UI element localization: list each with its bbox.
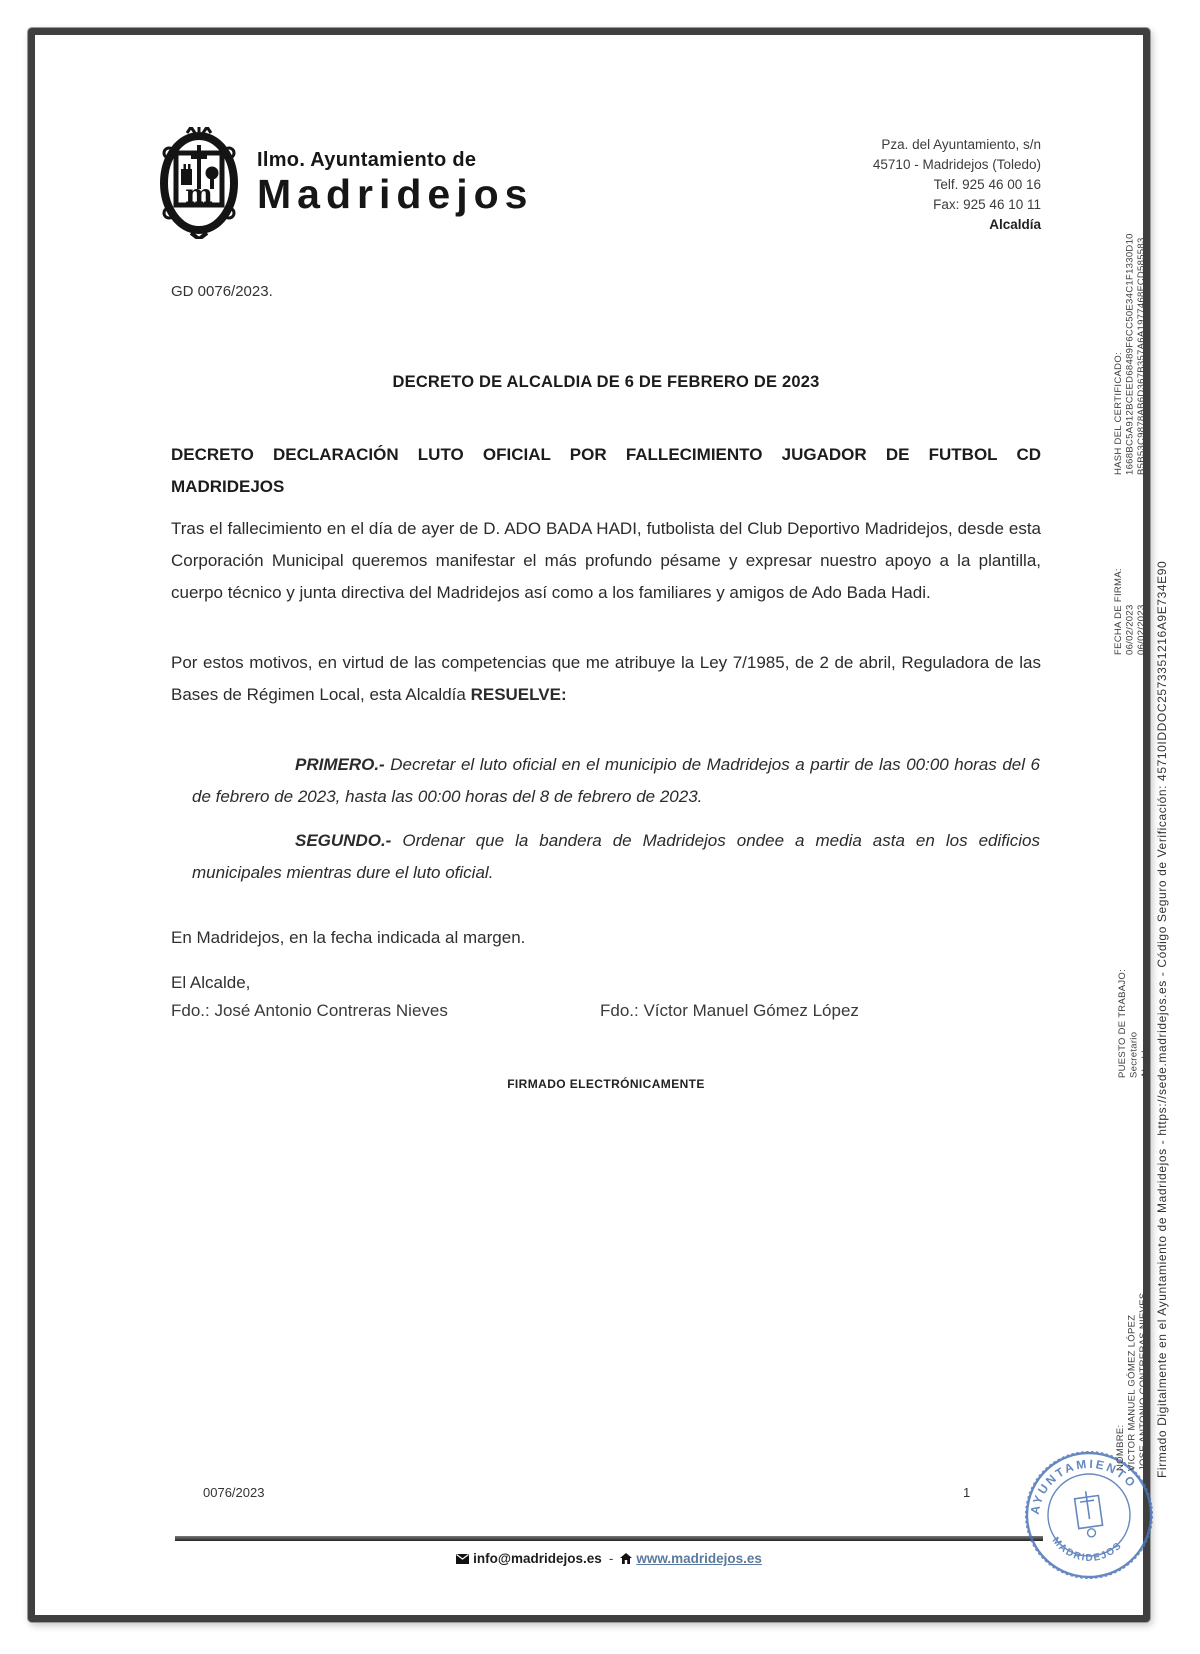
- stamp-bottom-text: MADRIDEJOS: [1049, 1535, 1125, 1564]
- nombre-value-1: VICTOR MANUEL GÓMEZ LÓPEZ: [1126, 1314, 1138, 1471]
- margin-hash-block: [1113, 235, 1148, 475]
- document-title: DECRETO DE ALCALDIA DE 6 DE FEBRERO DE 2023: [392, 373, 820, 391]
- fecha-value-2: 06/02/2023: [1136, 604, 1147, 655]
- address-line-2: 45710 - Madridejos (Toledo): [872, 157, 1041, 172]
- org-name: Madridejos: [257, 171, 534, 217]
- signed-electronically-note: FIRMADO ELECTRÓNICAMENTE: [507, 1077, 705, 1091]
- footer-page-number: 1: [963, 1485, 971, 1500]
- puesto-value-2: Alcalde: [1140, 1044, 1151, 1078]
- resolution-primero-label: PRIMERO.-: [295, 755, 385, 774]
- margin-fecha-block: [1113, 475, 1148, 655]
- resolution-segundo-label: SEGUNDO.-: [295, 831, 392, 850]
- subject-line-2: MADRIDEJOS: [171, 477, 285, 496]
- fecha-value-1: 06/02/2023: [1124, 604, 1136, 655]
- org-prefix: Ilmo. Ayuntamiento de: [257, 149, 477, 171]
- fecha-label: FECHA DE FIRMA:: [1113, 568, 1124, 655]
- footer-rule: [175, 1536, 1043, 1541]
- paragraph-legal: [171, 647, 1041, 711]
- resolution-segundo-text: Ordenar que la bandera de Madridejos ondee a media asta en los edificios municipales mientras dure el luto oficial.: [192, 831, 1040, 882]
- resolution-segundo: [192, 825, 1040, 889]
- municipal-crest-icon: [157, 127, 241, 239]
- footer-expediente: 0076/2023: [203, 1485, 265, 1500]
- puesto-value-1: Secretario: [1128, 1031, 1140, 1078]
- org-title-block: [257, 149, 533, 217]
- stamp-top-text: AYUNTAMIENTO: [1027, 1456, 1140, 1516]
- svg-text:m: m: [185, 180, 213, 210]
- margin-nombre-block: [1115, 1223, 1150, 1471]
- subject-line-1: DECRETO DECLARACIÓN LUTO OFICIAL POR FALLECIMIENTO JUGADOR DE FUTBOL CD: [171, 445, 1041, 464]
- nombre-label: NOMBRE:: [1115, 1424, 1126, 1471]
- scanned-page: [28, 28, 1169, 1622]
- footer-website-link[interactable]: www.madridejos.es: [636, 1551, 762, 1566]
- resolution-primero-text: Decretar el luto oficial en el municipio de Madridejos a partir de las 00:00 horas del 6 de febrero de 2023, hasta las 00:00 horas del 8 de febrero de 2023.: [192, 755, 1040, 806]
- header-logo: [157, 127, 533, 239]
- footer-separator: -: [608, 1551, 614, 1566]
- footer-email-link[interactable]: info@madridejos.es: [473, 1551, 602, 1566]
- hash-label: HASH DEL CERTIFICADO:: [1113, 352, 1124, 475]
- footer-links: [175, 1551, 1043, 1567]
- closing-role-line: El Alcalde,: [171, 973, 251, 992]
- closing-place-line: En Madridejos, en la fecha indicada al margen.: [171, 928, 526, 947]
- signer-left: Fdo.: José Antonio Contreras Nieves: [171, 1001, 448, 1020]
- puesto-label: PUESTO DE TRABAJO:: [1117, 968, 1128, 1078]
- margin-verification-line: Firmado Digitalmente en el Ayuntamiento de Madridejos - https://sede.madridejos.es - Código Seguro de Verificación: 45710IDDOC2573351216A9E734E90: [1155, 560, 1169, 1478]
- nombre-value-2: JOSE ANTONIO CONTRERAS NIEVES: [1138, 1292, 1149, 1471]
- signer-right: Fdo.: Víctor Manuel Gómez López: [600, 1001, 859, 1020]
- margin-puesto-block: [1117, 883, 1152, 1078]
- document-reference: GD 0076/2023.: [171, 283, 273, 300]
- paragraph-intro: Tras el fallecimiento en el día de ayer de D. ADO BADA HADI, futbolista del Club Deportivo Madridejos, desde esta Corporación Municipal queremos manifestar el más profundo pésame y expresar nuestro apoyo a la plantilla, cuerpo técnico y junta directiva del Madridejos así como a los familiares y amigos de Ado Bada Hadi.: [171, 519, 1041, 602]
- hash-value-2: B5B53C9878AB6D367B357A6A1977468FCD585583: [1136, 237, 1147, 475]
- home-icon: [620, 1552, 632, 1567]
- hash-value-1: 1668BC5A912BCEED68489F6CC50E34C1F1330D10: [1124, 233, 1136, 475]
- contact-block: [735, 135, 1041, 235]
- mail-icon: [456, 1552, 469, 1567]
- phone-line: Telf. 925 46 00 16: [933, 177, 1041, 192]
- resuelve-keyword: RESUELVE:: [470, 685, 567, 704]
- department-label: Alcaldía: [989, 217, 1041, 232]
- document-subject: [171, 439, 1041, 503]
- address-line-1: Pza. del Ayuntamiento, s/n: [881, 137, 1041, 152]
- fax-line: Fax: 925 46 10 11: [933, 197, 1041, 212]
- paragraph-legal-text: Por estos motivos, en virtud de las competencias que me atribuye la Ley 7/1985, de 2 de abril, Reguladora de las Bases de Régimen Local, esta Alcaldía: [171, 653, 1041, 704]
- resolution-primero: [192, 749, 1040, 813]
